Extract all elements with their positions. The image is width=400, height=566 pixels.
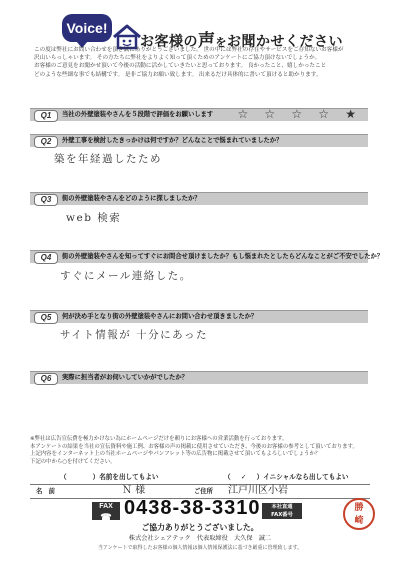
privacy-footnote: 当アンケートで取得したお客様の個人情報は個人情報保護法に基づき厳重に管理致します。 bbox=[97, 545, 303, 551]
company-name: 株式会社シェアテック 代表取締役 大久保 誠二 bbox=[128, 535, 272, 542]
question-bar-q5 bbox=[30, 310, 368, 323]
question-text: 街の外壁塗装やさんを知ってすぐにお問合せ頂けましたか？もし悩まれたとしたらどんなことがご不安でしたか？ bbox=[62, 253, 384, 260]
name-label: 名 前 bbox=[36, 488, 55, 495]
title-part: 声 bbox=[198, 31, 216, 51]
title-part: お聞かせください bbox=[227, 34, 343, 50]
note-line: 下記の中から○を付けてください。 bbox=[30, 458, 116, 465]
question-number: Q4 bbox=[34, 252, 58, 264]
fax-icon: FAX ☎ bbox=[92, 502, 120, 520]
address-field[interactable]: 江戸川区小岩 bbox=[228, 485, 288, 496]
rating-stars[interactable]: ☆ ☆ ☆ ☆ ★ bbox=[237, 107, 362, 121]
question-text: 街の外壁塗装やさんをどのように探しましたか？ bbox=[62, 195, 201, 202]
option-mark: ✓ bbox=[240, 473, 247, 481]
question-text: 当社の外壁塗装やさんを５段階で評価をお願いします bbox=[62, 111, 214, 118]
question-bar-q4 bbox=[30, 250, 384, 263]
intro-line: 沢山いらっしゃいます。 その方たちに弊社をよりよく知って頂くためのアンケートにご協力頂けないでしょうか。 bbox=[34, 55, 321, 62]
seal-stamp: 勝 崎 bbox=[343, 498, 375, 530]
question-number: Q6 bbox=[34, 373, 58, 385]
question-text: 何が決め手となり街の外壁塗装やさんにお問い合わせ頂きましたか？ bbox=[62, 313, 258, 320]
consent-notes bbox=[30, 436, 370, 466]
title-part: を bbox=[215, 36, 227, 49]
intro-line: この度は弊社にお問い合わせを頂き誠にありがとうございました。 世の中には弊社の存在やサービスをご存知ないお客様が bbox=[34, 47, 344, 53]
option-label: 名前を出してもよい bbox=[99, 473, 159, 481]
name-field[interactable]: Ｎ 様 bbox=[122, 485, 146, 496]
thanks-text: ご協力ありがとうございました。 bbox=[141, 523, 259, 532]
intro-line: どのような些細な事でも結構です。 是非ご協力お願い致します。 出来るだけ具体的に書いて頂けると助かります。 bbox=[34, 71, 322, 78]
address-label: ご住所 bbox=[194, 488, 213, 495]
question-bar-q6 bbox=[30, 371, 368, 384]
option-label: イニシャルなら出してもよい bbox=[263, 473, 349, 481]
answer-q3[interactable]: web 検索 bbox=[66, 212, 122, 224]
question-number: Q3 bbox=[34, 194, 58, 206]
question-bar-q3 bbox=[30, 192, 368, 205]
title-part: お客様の bbox=[140, 34, 198, 50]
question-number: Q5 bbox=[34, 312, 58, 324]
option-initial-ok[interactable]: （ ✓ ）イニシャルなら出してもよい bbox=[224, 473, 349, 481]
note-line: 本アンケートの結果を当社の宣伝資料や施工例、お客様の声の掲載に使用させていただき、今後のお客様の参考として頂いております。 bbox=[30, 443, 358, 450]
question-number: Q2 bbox=[34, 136, 58, 148]
question-number: Q1 bbox=[34, 110, 58, 122]
question-text: 実際に担当者がお伺いしていかがでしたか？ bbox=[62, 374, 188, 381]
answer-q5[interactable]: サイト情報が 十分にあった bbox=[60, 329, 208, 341]
voice-label: Voice! bbox=[66, 20, 108, 36]
intro-text bbox=[34, 46, 370, 79]
answer-q4[interactable]: すぐにメール連絡した。 bbox=[60, 270, 192, 282]
option-name-ok[interactable]: （ ）名前を出してもよい bbox=[60, 473, 159, 481]
question-text: 外壁工事を検討したきっかけは何ですか？どんなことで悩まれていましたか？ bbox=[62, 137, 283, 144]
question-bar-q1 bbox=[30, 108, 368, 121]
fax-number: 0438-38-3310 bbox=[124, 497, 261, 519]
voice-bubble bbox=[62, 14, 112, 42]
fax-label: FAX bbox=[99, 503, 113, 510]
intro-line: お客様のご意見をお聞かせ頂いて今後の活動に活かしていきたいと思っております。 良かったこと、嬉しかったこと bbox=[34, 63, 327, 70]
direct-line-badge: 本社直通 FAX番号 bbox=[262, 503, 302, 519]
answer-q2[interactable]: 築を年経過したため bbox=[54, 153, 162, 165]
note-line: ※弊社は広告宣伝費を極力かけない為にホームページだけを頼りにお客様への営業活動を行っております。 bbox=[30, 436, 288, 442]
question-bar-q2 bbox=[30, 134, 368, 147]
note-line: 上記内容をインターネット上の当社ホームページやパンフレット等の広告物に掲載させて頂いてもよろしいでしょうか？ bbox=[30, 451, 321, 458]
